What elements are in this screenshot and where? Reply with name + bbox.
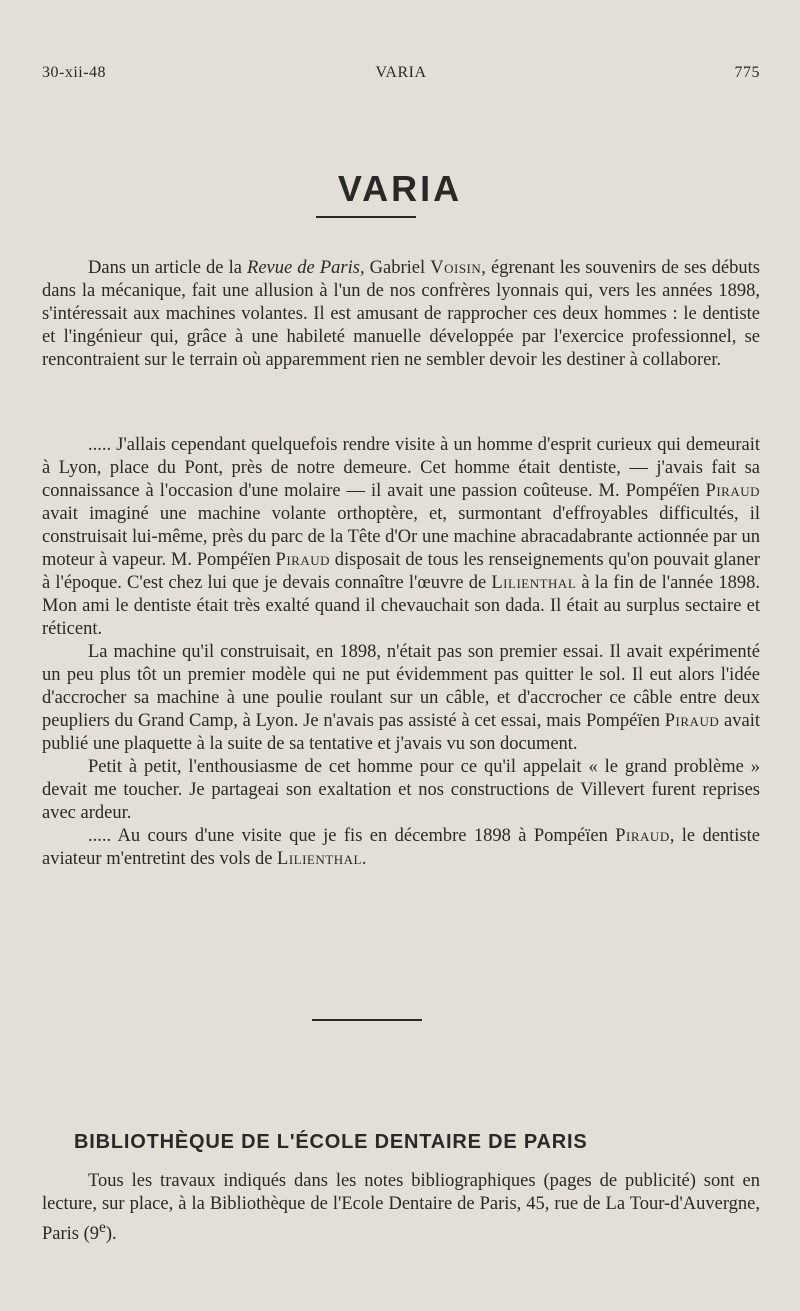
intro-text-b: Gabriel <box>364 258 431 278</box>
title-rule <box>316 216 416 218</box>
quote-text: ..... J'allais cependant quelquefois rendre visite à un homme d'esprit curieux qui demeurait à Lyon, place du Pont, près de notre demeure. Cet homme était dentiste, — j'avais fait sa connaissance à l'occasion d'une molaire — il avait une passion coûteuse. M. Pompéïen <box>42 435 760 501</box>
lilienthal-name: Lilienthal <box>491 573 577 593</box>
quote-text: Petit à petit, l'enthousiasme de cet homme pour ce qu'il appelait « le grand problème » devait me toucher. Je partageai son exaltation et nos constructions de Villevert furent reprises avec ardeur. <box>42 757 760 823</box>
quote-text: La machine qu'il construisait, en 1898, n'était pas son premier essai. Il avait expérimenté un peu plus tôt un premier modèle qui ne put évidemment pas quitter le sol. Il eut alors l'idée d'accrocher sa machine à une poulie roulant sur un câble, et d'accrocher ce câble entre deux peupliers du Grand Camp, à Lyon. Je n'avais pas assisté à cet essai, mais Pompéïen <box>42 642 760 731</box>
superscript: e <box>99 1219 106 1236</box>
page-title: VARIA <box>337 168 463 209</box>
quote-text: avait publié une plaquette à la suite de sa tentative et j'avais vu son document. <box>42 711 761 754</box>
lilienthal-name: Lilienthal <box>277 849 362 869</box>
voisin-name: Voisin <box>430 258 482 278</box>
revue-title: Revue de Paris, <box>247 258 365 278</box>
section-heading: BIBLIOTHÈQUE DE L'ÉCOLE DENTAIRE DE PARIS <box>74 1131 588 1153</box>
quote-paragraph-2 <box>42 641 760 756</box>
piraud-name: Piraud <box>664 711 720 731</box>
quote-text: . <box>361 849 367 869</box>
quote-text: disposait de tous les renseignements qu'on pouvait glaner à l'époque. C'est chez lui que je devais connaître l'œuvre de <box>42 550 760 593</box>
intro-paragraph <box>42 257 760 372</box>
page-number: 775 <box>734 64 760 81</box>
section-divider <box>312 1019 422 1021</box>
quote-paragraph-4 <box>42 825 760 871</box>
section-paragraph <box>42 1170 760 1246</box>
quote-text: ..... Au cours d'une visite que je fis en décembre 1898 à Pompéïen <box>88 826 616 846</box>
intro-text-a: Dans un article de la <box>88 258 248 278</box>
piraud-name: Piraud <box>615 826 670 846</box>
section-text-a: Tous les travaux indiqués dans les notes bibliographiques (pages de publicité) sont en lecture, sur place, à la Bibliothèque de l'Ecole Dentaire de Paris, 45, rue de La Tour-d'Auvergne, Paris (9 <box>42 1171 760 1245</box>
quote-text: avait imaginé une machine volante orthoptère, et, surmontant d'effroyables difficultés, il construisait lui-même, près du parc de la Tête d'Or une machine abracadabrante actionnée par un moteur à vapeur. M. Pompéïen <box>42 504 760 570</box>
header-section: VARIA <box>375 64 427 81</box>
piraud-name: Piraud <box>705 481 760 501</box>
header-date: 30-xii-48 <box>42 64 107 81</box>
quote-text: , le dentiste aviateur m'entretint des vols de <box>42 826 760 869</box>
section-text <box>42 1170 760 1246</box>
quote-text: à la fin de l'année 1898. Mon ami le dentiste était très exalté quand il chevauchait son dada. Il était au surplus sectaire et réticent. <box>42 573 760 639</box>
piraud-name: Piraud <box>275 550 330 570</box>
quote-paragraph-3 <box>42 756 760 825</box>
quoted-passage <box>42 434 760 871</box>
intro-text-c: , égrenant les souvenirs de ses débuts dans la mécanique, fait une allusion à l'un de nos confrères lyonnais qui, vers les années 1898, s'intéressait aux machines volantes. Il est amusant de rapprocher ces deux hommes : le dentiste et l'ingénieur qui, grâce à une habileté manuelle développée par l'exercice professionnel, se rencontraient sur le terrain où apparemment rien ne sembler devoir les destiner à collaborer. <box>42 258 760 370</box>
intro-text <box>42 257 760 372</box>
quote-paragraph-1 <box>42 434 760 641</box>
section-text-b: ). <box>105 1224 117 1245</box>
